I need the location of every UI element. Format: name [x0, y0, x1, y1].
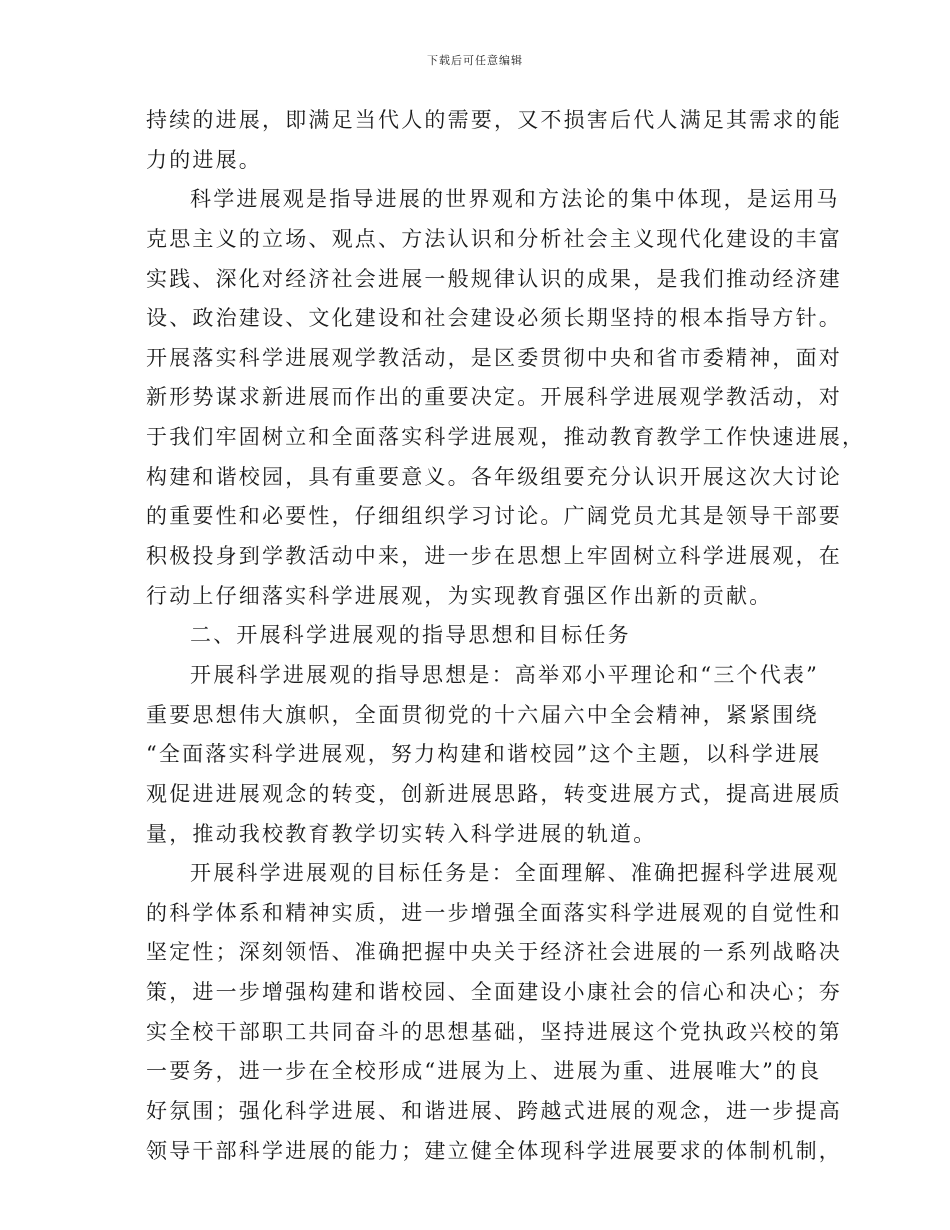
paragraph-first-line: 开展科学进展观的目标任务是：全面理解、准确把握科学进展观 — [190, 861, 840, 886]
text-line: 坚定性；深刻领悟、准确把握中央关于经济社会进展的一系列战略决 — [146, 940, 842, 965]
paragraph-first-line: 开展科学进展观的指导思想是：高举邓小平理论和“三个代表” — [190, 662, 820, 687]
text-line: 重要思想伟大旗帜，全面贯彻党的十六届六中全会精神，紧紧围绕 — [146, 702, 819, 727]
text-line: 开展落实科学进展观学教活动，是区委贯彻中央和省市委精神，面对 — [146, 345, 842, 370]
text-line: 克思主义的立场、观点、方法认识和分析社会主义现代化建设的丰富 — [146, 226, 842, 251]
document-body — [146, 101, 866, 1171]
text-line: 力的进展。 — [146, 147, 262, 172]
page-header: 下载后可任意编辑 — [427, 54, 523, 67]
paragraph-first-line: 科学进展观是指导进展的世界观和方法论的集中体现，是运用马 — [190, 187, 840, 212]
text-line: 策，进一步增强构建和谐校园、全面建设小康社会的信心和决心；夯 — [146, 980, 842, 1005]
text-line: 的重要性和必要性，仔细组织学习讨论。广阔党员尤其是领导干部要 — [146, 504, 842, 529]
text-line: 行动上仔细落实科学进展观，为实现教育强区作出新的贡献。 — [146, 583, 773, 608]
text-line: 观促进进展观念的转变，创新进展思路，转变进展方式，提高进展质 — [146, 781, 842, 806]
text-line: 一要务，进一步在全校形成“进展为上、进展为重、进展唯大”的良 — [146, 1059, 822, 1084]
text-line: “全面落实科学进展观，努力构建和谐校园”这个主题，以科学进展 — [146, 742, 822, 767]
text-line: 好氛围；强化科学进展、和谐进展、跨越式进展的观念，进一步提高 — [146, 1099, 842, 1124]
text-line: 设、政治建设、文化建设和社会建设必须长期坚持的根本指导方针。 — [146, 306, 842, 331]
text-line: 量，推动我校教育教学切实转入科学进展的轨道。 — [146, 821, 657, 846]
text-line: 积极投身到学教活动中来，进一步在思想上牢固树立科学进展观，在 — [146, 544, 842, 569]
section-heading: 二、开展科学进展观的指导思想和目标任务 — [190, 623, 631, 648]
text-line: 构建和谐校园，具有重要意义。各年级组要充分认识开展这次大讨论 — [146, 464, 842, 489]
text-line: 实全校干部职工共同奋斗的思想基础，坚持进展这个党执政兴校的第 — [146, 1019, 842, 1044]
text-line: 的科学体系和精神实质，进一步增强全面落实科学进展观的自觉性和 — [146, 900, 842, 925]
text-line: 于我们牢固树立和全面落实科学进展观，推动教育教学工作快速进展， — [146, 425, 866, 450]
text-line: 领导干部科学进展的能力；建立健全体现科学进展要求的体制机制， — [146, 1138, 842, 1163]
text-line: 持续的进展，即满足当代人的需要，又不损害后代人满足其需求的能 — [146, 108, 842, 132]
text-line: 新形势谋求新进展而作出的重要决定。开展科学进展观学教活动，对 — [146, 385, 842, 410]
text-line: 实践、深化对经济社会进展一般规律认识的成果，是我们推动经济建 — [146, 266, 842, 291]
